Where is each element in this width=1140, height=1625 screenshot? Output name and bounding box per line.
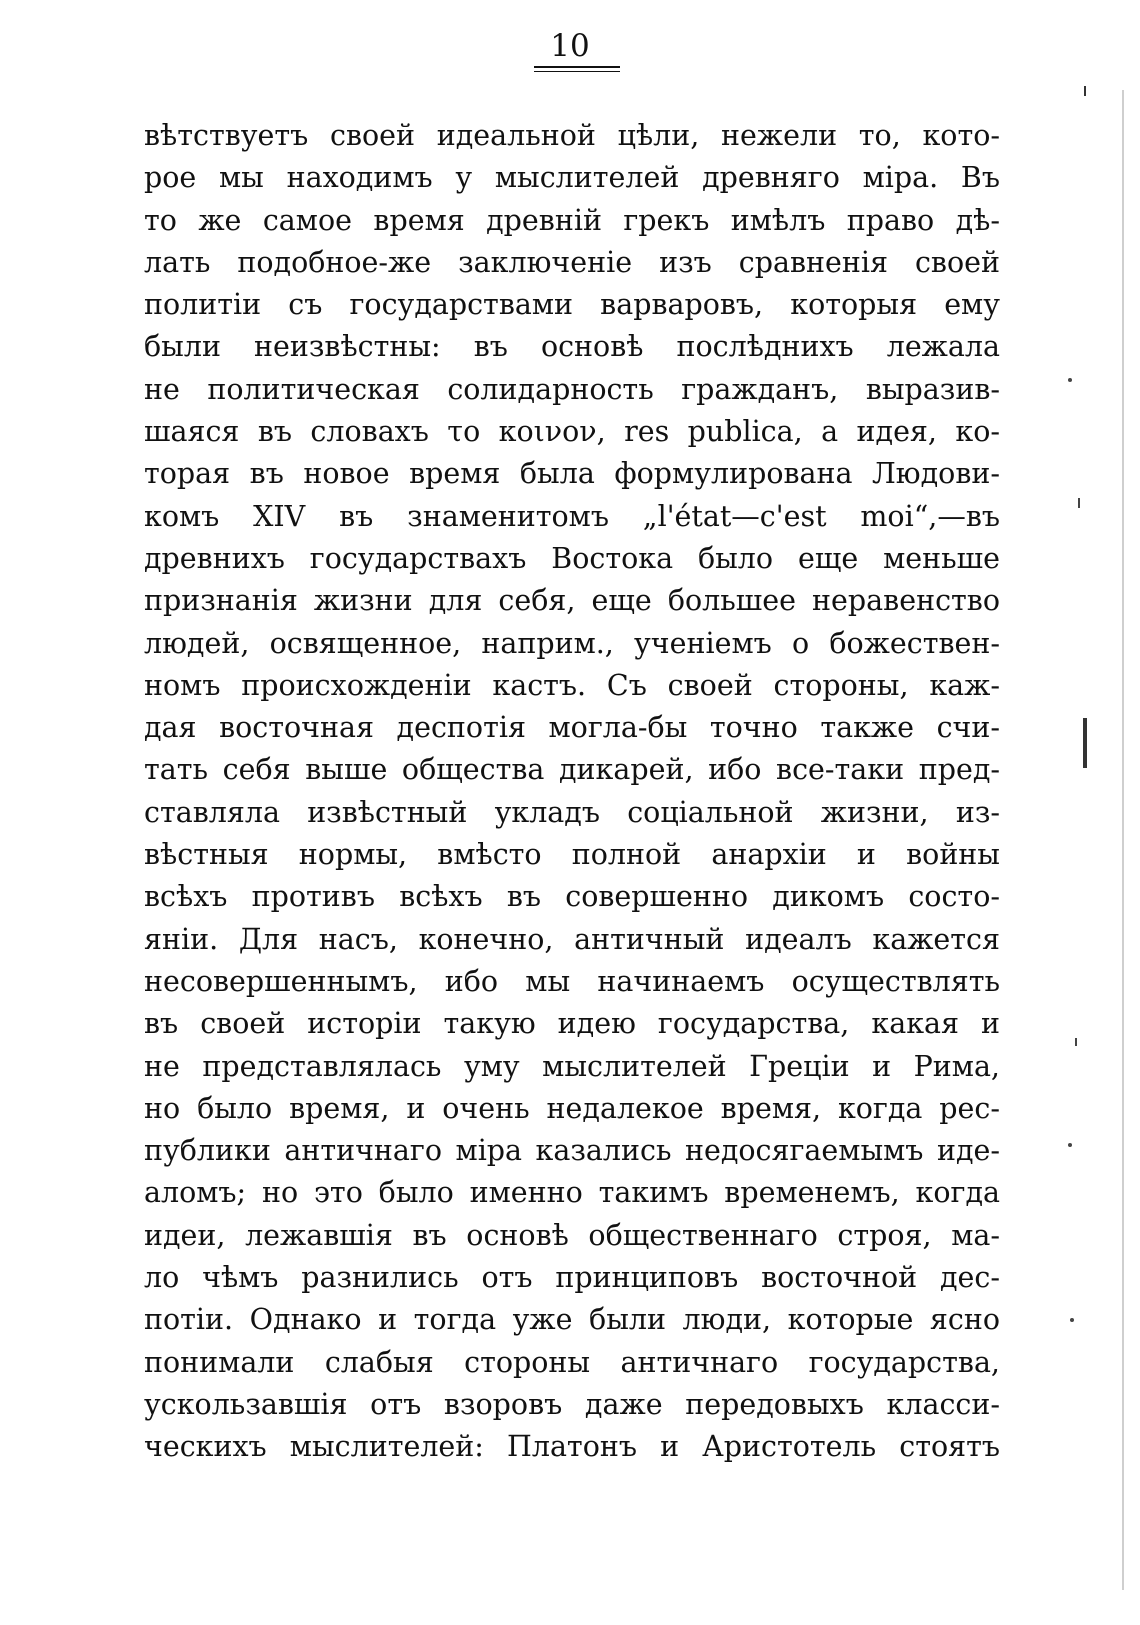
text-line: яніи. Для насъ, конечно, античный идеалъ кажется [144,922,1000,956]
margin-dot-mark [1068,1143,1072,1147]
scan-edge-line [1122,90,1124,1590]
text-line: лать подобное-же заключеніе изъ сравненія своей [144,245,1000,279]
text-line: были неизвѣстны: въ основѣ послѣднихъ лежала [144,330,1000,364]
page-number: 10 [550,28,590,64]
text-line: людей, освященное, наприм., ученіемъ о божествен- [144,626,1000,660]
text-line: ло чѣмъ разнились отъ принциповъ восточной дес- [144,1261,1000,1295]
text-line: то же самое время древній грекъ имѣлъ право дѣ- [144,203,1000,237]
text-line: ускользавшія отъ взоровъ даже передовыхъ класси- [144,1387,1000,1421]
text-line: въ своей исторіи такую идею государства, какая и [144,1007,1000,1041]
margin-dot-mark [1070,1318,1074,1322]
margin-dot-mark [1078,498,1080,508]
text-line: не политическая солидарность гражданъ, выразив- [144,372,1000,406]
text-line: древнихъ государствахъ Востока было еще меньше [144,541,1000,575]
text-line: ческихъ мыслителей: Платонъ и Аристотель стоятъ [144,1430,1000,1464]
text-line: политіи съ государствами варваровъ, которыя ему [144,288,1000,322]
body-text [144,115,1000,1469]
text-line: публики античнаго міра казались недосягаемымъ иде- [144,1134,1000,1168]
text-line: потіи. Однако и тогда уже были люди, которые ясно [144,1303,1000,1337]
margin-bar-mark [1083,718,1087,768]
text-line: торая въ новое время была формулирована Людови- [144,457,1000,491]
text-line: идеи, лежавшія въ основѣ общественнаго строя, ма- [144,1218,1000,1252]
text-line: дая восточная деспотія могла-бы точно также счи- [144,711,1000,745]
text-line: тать себя выше общества дикарей, ибо все-таки пред- [144,753,1000,787]
text-line: номъ происхожденіи кастъ. Съ своей стороны, каж- [144,668,1000,702]
text-line: комъ XIV въ знаменитомъ „l'état—c'est moi“,—въ [144,499,1000,533]
text-line: несовершеннымъ, ибо мы начинаемъ осуществлять [144,964,1000,998]
text-line: признанія жизни для себя, еще большее неравенство [144,584,1000,618]
text-line: шаяся въ словахъ το κοινον, res publica, а идея, ко- [144,415,1000,449]
margin-dot-mark [1068,378,1072,382]
text-line: не представлялась уму мыслителей Греціи и Рима, [144,1049,1000,1083]
text-line: понимали слабыя стороны античнаго государства, [144,1345,1000,1379]
text-line: рое мы находимъ у мыслителей древняго міра. Въ [144,161,1000,195]
text-line: всѣхъ противъ всѣхъ въ совершенно дикомъ состо- [144,880,1000,914]
text-line: ставляла извѣстный укладъ соціальной жизни, из- [144,795,1000,829]
page-number-rule-top [534,66,620,68]
text-line: но было время, и очень недалекое время, когда рес- [144,1091,1000,1125]
page-number-rule-bottom [534,71,620,72]
margin-tick-mark [1084,86,1086,96]
text-line: вѣстныя нормы, вмѣсто полной анархіи и войны [144,838,1000,872]
margin-dot-mark [1075,1038,1077,1046]
text-line: аломъ; но это было именно такимъ временемъ, когда [144,1176,1000,1210]
text-line: вѣтствуетъ своей идеальной цѣли, нежели то, кото- [144,119,1000,152]
